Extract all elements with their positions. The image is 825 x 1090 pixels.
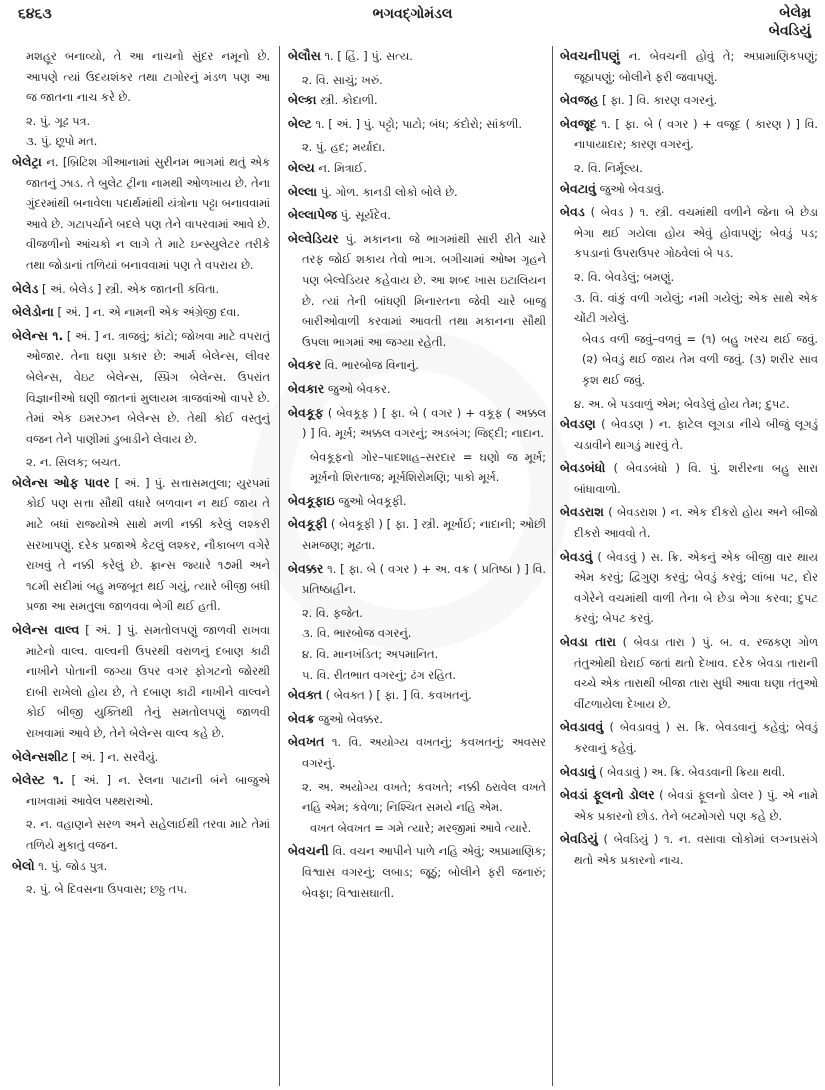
entry-sense: ૨. ન. સિલક; બચત. — [26, 455, 121, 470]
column-1 — [12, 46, 270, 1086]
dictionary-entry — [12, 279, 270, 300]
entry-definition: [ અં. બેલેડ ] સ્ત્રી. એક જાતની કવિતા. — [41, 281, 220, 296]
entry-definition: ૧. પું. જોડ પુત્ર. — [38, 858, 108, 873]
dictionary-entry — [560, 547, 818, 629]
entry-headword: બેલ્ય — [288, 159, 315, 175]
dictionary-entry — [288, 205, 546, 226]
entry-definition: [ અં. ] ન. રેલના પાટાની બંને બાજુએ નાખવામાં આવેલ પથ્થરાઓ. — [26, 773, 270, 808]
entry-headword: બેવકૂફાઇ — [288, 492, 335, 508]
entry-definition: જુઓ બેવક્કર. — [318, 711, 383, 726]
entry-definition: જુઓ બેવકર. — [327, 381, 391, 396]
entry-sense: ૨. અ. અયોગ્ય વખતે; કવખતે; નક્કી ઠરાવેલ વખતે નહિ એમ; કવેળા; નિશ્ચિત સમયે નહિ એમ. — [302, 779, 546, 815]
entry-headword: બેવડણ — [560, 416, 596, 432]
dictionary-entry — [560, 179, 818, 200]
dictionary-entry — [12, 747, 270, 768]
entry-sense: ૩. વિ. વાંકું વળી ગયેલું; નમી ગયેલું; એક સાથે એક ચોંટી ગયેલું. — [574, 290, 818, 326]
entry-headword: બેવડબંધો — [560, 460, 606, 476]
entry-definition: [ અં. ] પું. સમતોલપણું જાળવી રાખવા માટેનો વાલ્વ. વાલ્વની ઉપરથી વરાળનું દબાણ કાઢી નાખીને પોતાની જગ્યા ઉપર વગર ફોગટનો જોરથી દાબી રાખેલો હોય છે, તે દબાણ કાઢી નાખીને વાલ્વને કોઈ બીજી યુક્તિથી તેનું સમતોલપણું જાળવી રાખવામાં આવે છે, તેને બેલેન્સ વાલ્વ કહે છે. — [26, 623, 270, 740]
dictionary-entry — [12, 326, 270, 450]
dictionary-entry — [560, 829, 818, 870]
column-2 — [288, 46, 546, 1086]
entry-sense: ૨. પું. બે દિવસના ઉપવાસ; છઠ્ઠ તપ. — [26, 882, 188, 897]
entry-idiom: બેવકૂફનો ગોર–પાદશાહ–સરદાર = ઘણો જ મૂર્ખ; મૂર્ખનો શિરતાજ; મૂર્ખશિરોમણિ; પાકો મૂર્ખ. — [310, 449, 546, 485]
entry-definition: ( બેવડાં ફૂલનો ડોલર ) પું. એ નામે એક પ્રકારનો છોડ. તેને બટમોગરો પણ કહે છે. — [574, 788, 818, 823]
dictionary-entry — [12, 856, 270, 877]
column-divider — [552, 46, 553, 1086]
entry-definition: ( બેવડરાશ ) ન. એક દીકરો હોય અને બીજો દીકરો આવવો તે. — [574, 505, 818, 541]
entry-headword: બેવક્કર — [288, 560, 324, 576]
entry-headword: બેવક્ર — [288, 710, 315, 726]
entry-headword: બેલૌસ — [288, 48, 321, 63]
entry-continuation: મશહૂર બનાવ્યો, તે આ નાચનો સુંદર નમૂનો છે. આપણે ત્યાં ઉદયશંકર તથા ટાગોરનું મંડળ પણ આ જ જાતના નાચ કરે છે. — [26, 49, 270, 105]
dictionary-entry — [288, 229, 546, 353]
entry-definition: [ ફા. ] વિ. કારણ વગરનું. — [602, 93, 718, 108]
dictionary-entry — [560, 502, 818, 543]
entry-headword: બેલેન્સ વાલ્વ — [12, 622, 80, 638]
guide-word-first: બેલેમ્ર — [779, 5, 811, 21]
page-number: ૬૪૬૩ — [18, 6, 52, 22]
entry-headword: બેલેડ — [12, 280, 39, 296]
entry-definition: વિ. વચન આપીને પાળે નહિ એવું; અપ્રામાણિક; વિશ્વાસ વગરનું; લબાડ; જૂઠું; બોલીને ફરી જનારું; બેવફા; વિશ્વાસઘાતી. — [302, 844, 546, 900]
entry-definition: ( બેવકૂફ ) [ ફા. બે ( વગર ) + વકૂફ ( અક્કલ ) ] વિ. મૂર્ખ; અક્કલ વગરનું; અડબંગ; જિદ્દી; નાદાન. — [302, 405, 546, 441]
dictionary-entry — [288, 709, 546, 730]
entry-headword: બેવડિયું — [560, 831, 598, 847]
entry-headword: બેવડવું — [560, 548, 593, 564]
entry-headword: બેવકાર — [288, 380, 325, 396]
entry-sense: ૩. વિ. ભારબોજ વગરનું. — [302, 626, 412, 641]
entry-sense: ૪. વિ. માનખંડિત; અપમાનિત. — [302, 647, 439, 662]
entry-sense: ૨. વિ. ફજેત. — [302, 605, 363, 620]
entry-headword: બેલ્વેડિયર — [288, 230, 339, 246]
dictionary-entry — [288, 559, 546, 600]
entry-sense: ૨. પું. હદ; મર્યાદા. — [302, 140, 386, 155]
entry-headword: બેવકૂફ — [288, 404, 324, 420]
entry-headword: બેલ્લાપેજ — [288, 207, 337, 223]
dictionary-entry — [560, 458, 818, 499]
entry-definition: વિ. ભારબોજ વિનાનું. — [324, 358, 419, 373]
dictionary-entry — [288, 46, 546, 67]
dictionary-entry — [560, 46, 818, 87]
dictionary-entry — [560, 762, 818, 783]
entry-definition: ૧. [ ફા. બે ( વગર ) + અ. વક્ર ( પ્રતિષ્ઠા ) ] વિ. પ્રતિષ્ઠાહીન. — [302, 561, 546, 597]
entry-headword: બેલેસ્ટ ૧. — [12, 772, 65, 788]
entry-headword: બેવડાં ફૂલનો ડોલર — [560, 787, 655, 803]
entry-headword: બેવકર — [288, 357, 322, 373]
entry-headword: બેવચની — [288, 843, 329, 859]
entry-definition: ( બેવડિયું ) ૧. ન. વસાવા લોકોમાં લગ્નપ્રસંગે થતો એક પ્રકારનો નાચ. — [574, 832, 818, 867]
entry-sense: ૪. અ. બે પડવાળું એમ; બેવડેલું હોય તેમ; દુપટ. — [574, 396, 790, 411]
dictionary-entry — [288, 158, 546, 179]
dictionary-entry — [12, 620, 270, 744]
dictionary-entry — [288, 379, 546, 400]
entry-definition: [ અં. ] ન. સરવૈયું. — [72, 749, 159, 764]
entry-definition: ૧. [ ફા. બે ( વગર ) + વજૂદ ( કારણ ) ] વિ. નાપાયાદાર; કારણ વગરનું. — [574, 116, 818, 152]
entry-idiom: બેવડ વળી જવું–વળવું = (૧) બહુ ખરચ થઈ જવું. (૨) બેવડું થઈ જાય તેમ વળી જવું. (૩) શરીર સાવ કૃશ થઈ જવું. — [582, 331, 818, 387]
entry-definition: ૧. વિ. અયોગ્ય વખતનું; કવખતનું; અવસર વગરનું. — [302, 735, 546, 770]
entry-definition: [ અં. ] ન. એ નામની એક અંગ્રેજી દવા. — [57, 305, 240, 320]
entry-definition: ( બેવકૂફી ) [ ફા. ] સ્ત્રી. મૂર્ખાઈ; નાદાની; ઓછી સમજણ; મૂઢતા. — [302, 517, 546, 553]
dictionary-entry — [12, 770, 270, 811]
entry-definition: ન. મિત્રાઈ. — [318, 160, 367, 175]
dictionary-entry — [12, 152, 270, 276]
entry-definition: ( બેવક્ત ) [ ફા. ] વિ. કવખતનું. — [325, 688, 472, 703]
entry-definition: ( બેવડા તારા ) પું. બ. વ. રજકણ ગોળ તંતુઓથી ઘેરાઈ જતાં થતો દેખાવ. દરેક બેવડા તારાની વચ્ચે એક તારાથી બીજા તારા સુધી આવા ઘણા તંતુઓ વીંટળાયેલા દેખાય છે. — [574, 635, 818, 711]
entry-headword: બેવજૂદ — [560, 115, 597, 131]
entry-sense: ૨. ન. વહાણને સરળ અને સહેલાઈથી તરવા માટે તેમાં તળિયે મુકાતું વજન. — [26, 817, 270, 852]
entry-definition: ( બેવડ ) ૧. સ્ત્રી. વચમાંથી વળીને જેના બે છેડા ભેગા થઈ ગયેલા હોય એવું હોવાપણું; બેવડું પડ; કપડાનાં ઉપરાઉપર ગોઠવેલાં બે પડ. — [574, 205, 818, 261]
entry-headword: બેવડરાશ — [560, 504, 604, 520]
entry-definition: જુઓ બેવકૂફી. — [338, 493, 407, 508]
entry-definition: ન. બેવચની હોવું તે; અપ્રામાણિકપણું; જૂઠાપણું; બોલીને ફરી જવાપણું. — [574, 49, 818, 84]
dictionary-entry — [288, 355, 546, 376]
entry-definition: ( બેવડાવું ) અ. ક્રિ. બેવડવાની ક્રિયા થવી. — [599, 764, 786, 779]
dictionary-entry — [288, 685, 546, 706]
dictionary-entry — [12, 473, 270, 617]
dictionary-entry — [288, 114, 546, 135]
entry-headword: બેલ્ટ — [288, 115, 312, 131]
entry-headword: બેવડાવવું — [560, 719, 604, 735]
entry-definition: ( બેવડણ ) ન. ફાટેલ લૂગડા નીચે બીજું લૂગડું ચડાવીને થાગડું મારવું તે. — [574, 417, 818, 452]
entry-headword: બેલ્કા — [288, 92, 317, 108]
dictionary-entry — [288, 841, 546, 903]
guide-word-last: બેવડિયું — [768, 23, 811, 39]
entry-sense: ૨. પું. ગૂઢ પત્ર. — [26, 113, 91, 128]
dictionary-entry — [560, 414, 818, 455]
entry-definition: ( બેવડબંધો ) વિ. પું. શરીરના બહુ સારા બાંધાવાળો. — [574, 461, 818, 496]
entry-definition: પું. ગોળ. કાનડી લોકો બોલે છે. — [320, 184, 458, 199]
entry-sense: ૩. પું. છૂપો મત. — [26, 134, 98, 149]
dictionary-entry — [12, 302, 270, 323]
entry-headword: બેલેન્સશીટ — [12, 748, 69, 764]
entry-sense: ૨. વિ. બેવડેલું; બમણું. — [574, 269, 675, 284]
entry-headword: બેવડા તારા — [560, 634, 616, 650]
entry-headword: બેલ્લા — [288, 183, 318, 199]
entry-headword: બેલેટ્રા — [12, 153, 42, 169]
dictionary-entry — [288, 491, 546, 512]
entry-headword: બેલેન્સ ઓફ પાવર — [12, 474, 110, 490]
entry-headword: બેવટાવું — [560, 180, 596, 196]
entry-sense: ૨. વિ. સાચું; ખરું. — [302, 72, 383, 87]
entry-definition: [ અં. ] પું. સત્તાસમતુલા; યુરપમાં કોઈ પણ સત્તા સૌથી વધારે બળવાન ન થઈ જાય તે માટે બધાં રાજ્યોએ સાથે મળી નક્કી કરેલું લશ્કરી સરખાપણું. દરેક પ્રજાએ કેટલું લશ્કર, નૌકાબળ વગેરે રાખવું તે નક્કી કરેલું છે. ફ્રાન્સ જ્યારે ૧૭મી અને ૧૮મી સદીમાં બહુ મજબૂત થઈ ગયું, ત્યારે બીજી બધી પ્રજા આ સમતુલા જાળવવા ભેગી થઈ હતી. — [26, 475, 270, 614]
entry-definition: ૧. [ હિં. ] પું. સત્ય. — [324, 49, 413, 63]
entry-headword: બેવચનીપણું — [560, 48, 620, 63]
entry-definition: ( બેવડવું ) સ. ક્રિ. એકનું એક બીજી વાર થાય એમ કરવું; દ્વિગુણ કરવું; બેવડું કરવું; લાંબા પટ, દોર વગેરેને વચમાંથી વાળી તેના બે છેડા ભેગા કરવા; દુપટ કરવું; બેપટ કરવું. — [574, 549, 818, 626]
entry-sense: ૨. વિ. નિર્મૂલ્ય. — [574, 160, 643, 175]
entry-headword: બેલેન્સ ૧. — [12, 327, 64, 343]
entry-headword: બેવજહ — [560, 92, 599, 108]
entry-idiom: વખત બેવખત = ગમે ત્યારે; મરજીમાં આવે ત્યારે. — [310, 820, 532, 835]
dictionary-entry — [560, 632, 818, 714]
dictionary-entry — [560, 202, 818, 264]
entry-headword: બેવખત — [288, 734, 325, 750]
entry-headword: બેવકૂફી — [288, 516, 328, 532]
entry-definition: પું. સૂર્યદેવ. — [340, 208, 391, 223]
dictionary-entry — [288, 732, 546, 773]
entry-definition: ૧. [ અં. ] પું. પટ્ટો; પાટો; બંધ; કંદોરો; સાંકળી. — [315, 116, 523, 131]
column-3 — [560, 46, 818, 1086]
dictionary-entry — [288, 90, 546, 111]
dictionary-entry — [560, 114, 818, 155]
entry-headword: બેવક્ત — [288, 687, 322, 703]
dictionary-entry — [288, 514, 546, 555]
entry-sense: ૫. વિ. રીતભાત વગરનું; ઢંગ રહિત. — [302, 667, 456, 682]
dictionary-entry — [288, 182, 546, 203]
entry-headword: બેવડાવું — [560, 763, 596, 779]
dictionary-columns — [12, 46, 817, 1086]
entry-definition: પું. મકાનના જે ભાગમાંથી સારી રીતે ચારે તરફ જોઈ શકાય તેવો ભાગ. બગીચામાં ઓષ્મ ગૃહને પણ બેલ્વેડિયર કહેવાય છે. આ શબ્દ ખાસ ઇટાલિયન છે. ત્યાં તેની બાંધણી મિનારતના જેવી ચારે બાજુ બારીઓવાળી કરવામાં આવતી તથા મકાનના સૌથી ઉપલા ભાગમાં આ જગ્યા રહેતી. — [302, 231, 546, 349]
entry-definition: [ અં. ] ન. ત્રાજવું; કાંટો; જોખવા માટે વપરાતું ઓજાર. તેના ઘણા પ્રકાર છે: આર્મ બેલેન્સ, લીવર બેલેન્સ, વેઇટ બેલેન્સ, સ્પ્રિંગ બેલેન્સ. ઉપરાંત વિજ્ઞાનીઓ ઘણી જાતનાં મુલાયમ ત્રાજવાંઓ વાપરે છે. તેમાં એક ઇમરઝન બેલેન્સ છે. તેથી કોઈ વસ્તુનું વજન તેને પાણીમાં ડુબાડીને લેવાય છે. — [26, 328, 270, 446]
entry-headword: બેલેડોના — [12, 304, 54, 320]
dictionary-entry — [560, 90, 818, 111]
page-header — [0, 0, 825, 44]
dictionary-entry — [560, 785, 818, 826]
entry-definition: સ્ત્રી. કોદાળી. — [320, 93, 378, 108]
running-title: ભગવદ્ગોમંડલ — [372, 6, 453, 22]
entry-definition: ( બેવડાવવું ) સ. ક્રિ. બેવડવાનું કહેવું; બેવડું કરવાનું કહેવું. — [574, 720, 818, 755]
column-divider — [279, 46, 280, 1086]
dictionary-entry — [288, 403, 546, 444]
dictionary-entry — [560, 717, 818, 758]
entry-headword: બેવડ — [560, 204, 585, 220]
guide-words — [769, 4, 811, 40]
entry-headword: બેલો — [12, 857, 35, 873]
entry-definition: જુઓ બેવડાવું. — [599, 181, 665, 196]
entry-definition: ન. [બ્રિટિશ ગીઆનામાં સુરીનમ ભાગમાં થતું એક જાતનું ઝાડ. તે બુલેટ ટ્રીના નામથી ઓળખાય છે. તેના ગુંદરમાંથી બનાવેલા પદાર્થમાંથી યંત્રોના પટ્ટા બનાવવામાં આવે છે. ગટાપર્ચાને બદલે પણ તેને વાપરવામાં આવે છે. વીજળીનો આંચકો ન લાગે તે માટે ઇન્સ્યુલેટર તરીકે તથા જોડાનાં તળિયાં બનાવવામાં પણ તે વપરાય છે. — [26, 154, 270, 272]
